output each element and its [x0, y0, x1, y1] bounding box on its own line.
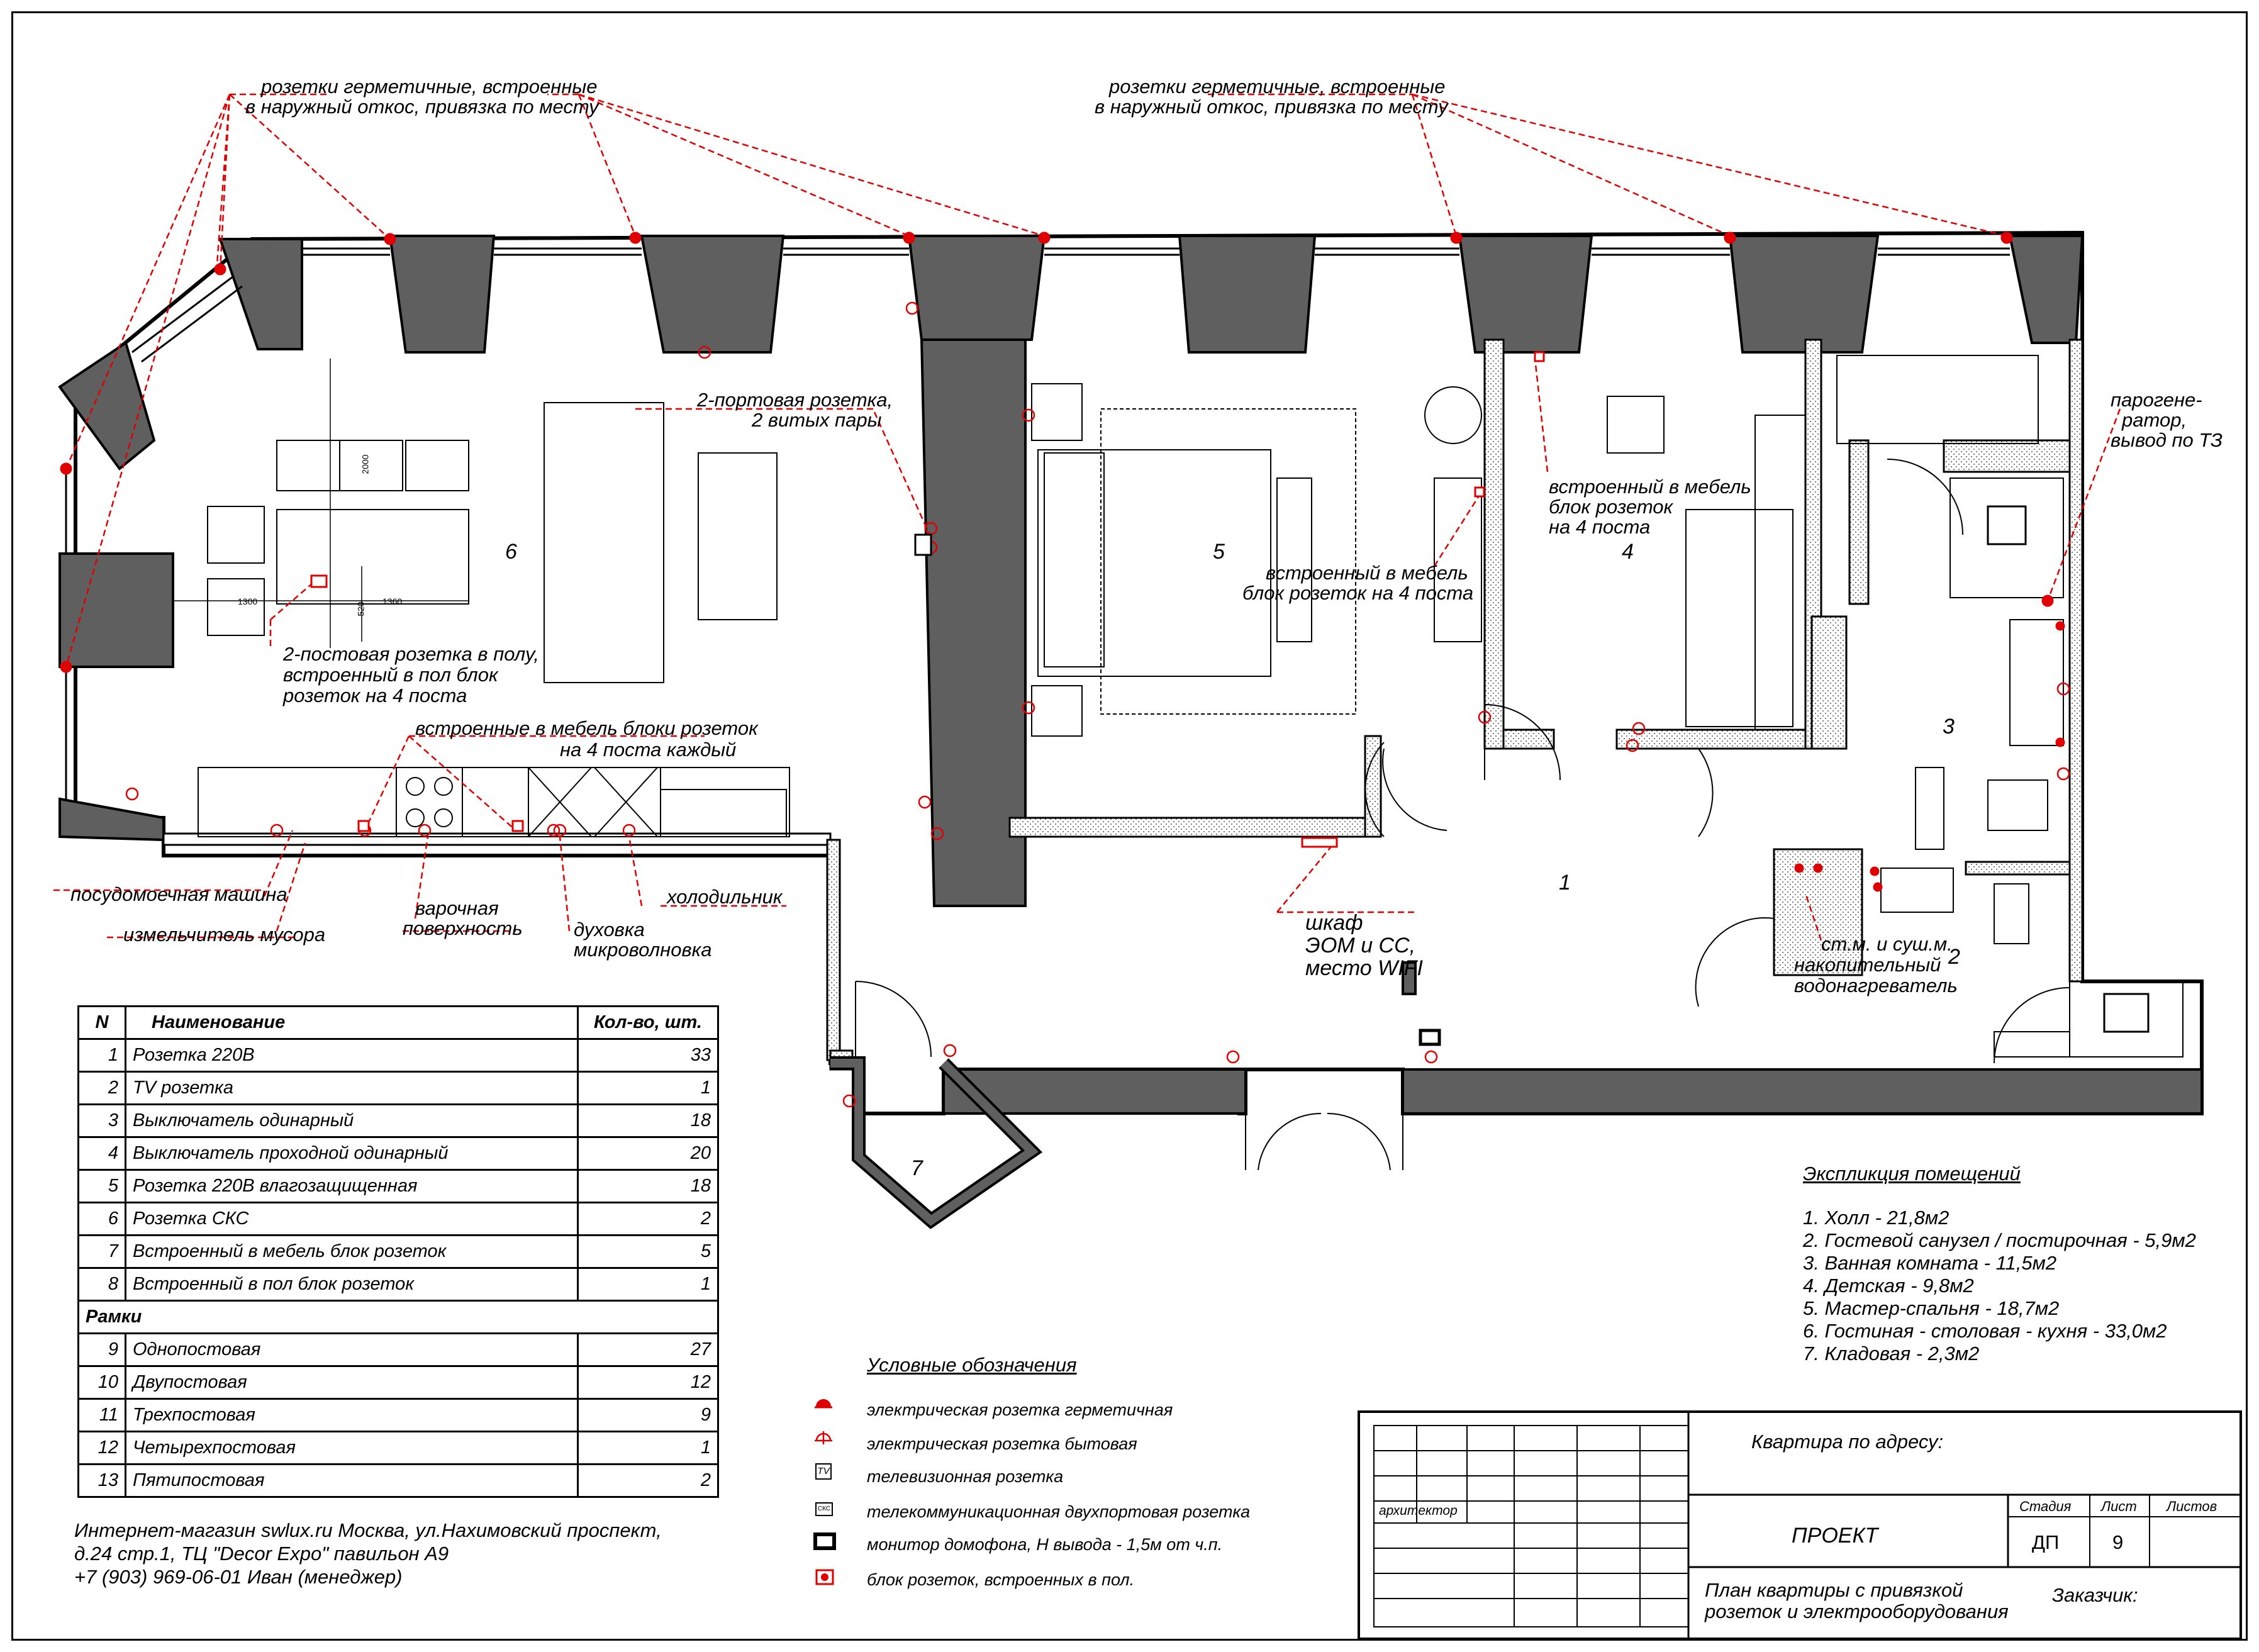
stamp-sheet-value: 9 [2112, 1531, 2124, 1553]
shop-line-1: Интернет-магазин swlux.ru Москва, ул.Нахимовский проспект, [74, 1519, 662, 1541]
row-qty: 5 [578, 1236, 718, 1268]
legend-label: электрическая розетка герметичная [867, 1400, 1173, 1419]
row-qty: 18 [578, 1105, 718, 1137]
callout-washer-2: накопительный [1794, 954, 1941, 976]
stamp-project: ПРОЕКТ [1792, 1524, 1878, 1548]
row-qty: 12 [578, 1366, 718, 1399]
row-number: 1 [79, 1039, 126, 1072]
shop-line-3: +7 (903) 969-06-01 Иван (менеджер) [74, 1566, 403, 1588]
room-number-4: 4 [1622, 540, 1634, 564]
callout-steam-2: ратор, [2122, 409, 2187, 431]
table-row [79, 1039, 718, 1072]
row-qty: 20 [578, 1137, 718, 1170]
callout-washer-3: водонагреватель [1794, 974, 1958, 996]
row-number: 11 [79, 1399, 126, 1432]
table-row [79, 1203, 718, 1236]
callout-cabinet-2: ЭОМ и СС, [1305, 934, 1416, 957]
row-number: 12 [79, 1432, 126, 1465]
row-number: 4 [79, 1137, 126, 1170]
callout-floor-3: розеток на 4 поста [283, 684, 467, 706]
network-socket [915, 535, 931, 555]
row-name: Розетка СКС [126, 1203, 578, 1236]
callout-hermetic-right-2: в наружный откос, привязка по месту [1095, 96, 1448, 118]
row-name: Четырехпостовая [126, 1432, 578, 1465]
callout-hob-1: варочная [415, 897, 499, 919]
row-name: Розетка 220В [126, 1039, 578, 1072]
row-name: Трехпостовая [126, 1399, 578, 1432]
stamp-client: Заказчик: [2052, 1584, 2138, 1606]
household-socket-icon [813, 1429, 834, 1446]
room-number-7: 7 [911, 1156, 923, 1180]
row-number: 7 [79, 1236, 126, 1268]
stamp-sheets-header: Листов [2167, 1499, 2217, 1514]
explication-item: 7. Кладовая - 2,3м2 [1803, 1342, 1980, 1365]
callout-oven-1: духовка [574, 918, 645, 940]
legend-label: телевизионная розетка [867, 1467, 1064, 1486]
stamp-architect: архитектор [1379, 1504, 1458, 1518]
row-qty: 1 [578, 1432, 718, 1465]
row-qty: 1 [578, 1268, 718, 1301]
row-name: Встроенный в пол блок розеток [126, 1268, 578, 1301]
stamp-stage-header: Стадия [2019, 1499, 2072, 1514]
spec-header-name: Наименование [126, 1007, 578, 1039]
callout-oven-2: микроволновка [574, 939, 712, 961]
callout-washer-1: ст.м. и суш.м. [1821, 933, 1953, 955]
row-qty: 18 [578, 1170, 718, 1203]
callout-two-port-2: 2 витых пары [752, 409, 882, 431]
table-row [79, 1268, 718, 1301]
callout-floor-1: 2-постовая розетка в полу, [283, 643, 539, 665]
row-name: Выключатель одинарный [126, 1105, 578, 1137]
room-number-6: 6 [505, 540, 517, 564]
row-name: Встроенный в мебель блок розеток [126, 1236, 578, 1268]
explication-item: 2. Гостевой санузел / постирочная - 5,9м2 [1803, 1229, 2196, 1251]
explication-item: 3. Ванная комната - 11,5м2 [1803, 1252, 2057, 1274]
legend-label: блок розеток, встроенных в пол. [867, 1570, 1135, 1589]
explication-item: 6. Гостиная - столовая - кухня - 33,0м2 [1803, 1320, 2167, 1342]
callout-hob-2: поверхность [403, 917, 523, 939]
explication-item: 4. Детская - 9,8м2 [1803, 1275, 1974, 1297]
callout-fridge: холодильник [667, 886, 783, 908]
table-row [79, 1334, 718, 1366]
table-row [79, 1105, 718, 1137]
row-number: 8 [79, 1268, 126, 1301]
tv-socket-icon: TV [815, 1463, 832, 1480]
row-number: 5 [79, 1170, 126, 1203]
table-row [79, 1366, 718, 1399]
hermetic-socket-icon [813, 1395, 834, 1410]
row-name: Розетка 220В влагозащищенная [126, 1170, 578, 1203]
stamp-sheet-header: Лист [2101, 1499, 2137, 1514]
dimension-1360: 1360 [382, 596, 403, 606]
stamp-address: Квартира по адресу: [1751, 1431, 1944, 1453]
legend-title: Условные обозначения [867, 1354, 1077, 1376]
callout-steam-1: парогене- [2111, 389, 2202, 411]
stamp-stage-value: ДП [2032, 1531, 2060, 1553]
spec-header-n: N [79, 1007, 126, 1039]
callout-hermetic-left-2: в наружный откос, привязка по месту [245, 96, 599, 118]
callout-disposer: измельчитель мусора [123, 924, 326, 946]
table-group-row [79, 1301, 718, 1334]
legend-label: монитор домофона, Н вывода - 1,5м от ч.п. [867, 1535, 1223, 1554]
callout-furn-blocks-1: встроенные в мебель блоки розеток [415, 717, 758, 739]
row-number: 9 [79, 1334, 126, 1366]
network-socket-icon: СКС [815, 1502, 833, 1516]
callout-furn-b-1: встроенный в мебель [1266, 562, 1468, 584]
spec-header-qty: Кол-во, шт. [578, 1007, 718, 1039]
row-qty: 27 [578, 1334, 718, 1366]
row-name: Однопостовая [126, 1334, 578, 1366]
callout-hermetic-left-1: розетки герметичные, встроенные [261, 75, 598, 98]
callout-furn-a-3: на 4 поста [1549, 516, 1651, 538]
intercom-monitor-icon [813, 1532, 836, 1550]
intercom-monitor [1420, 1030, 1439, 1044]
row-qty: 1 [578, 1072, 718, 1105]
group-frames-label: Рамки [79, 1301, 718, 1334]
floor-block-icon [815, 1569, 834, 1585]
table-row [79, 1465, 718, 1497]
stamp-title-1: План квартиры с привязкой [1705, 1579, 1963, 1601]
legend-label: телекоммуникационная двухпортовая розетка [867, 1502, 1251, 1521]
dimension-1300: 1300 [238, 596, 258, 606]
row-number: 3 [79, 1105, 126, 1137]
title-block [1358, 1410, 2242, 1640]
stamp-title-2: розеток и электрооборудования [1705, 1600, 2009, 1622]
callout-furn-blocks-2: на 4 поста каждый [560, 739, 737, 761]
callout-cabinet-1: шкаф [1305, 911, 1363, 935]
spec-table [77, 1005, 719, 1498]
row-name: TV розетка [126, 1072, 578, 1105]
row-number: 13 [79, 1465, 126, 1497]
row-name: Выключатель проходной одинарный [126, 1137, 578, 1170]
table-row [79, 1432, 718, 1465]
callout-dishwasher: посудомоечная машина [70, 883, 287, 905]
row-qty: 2 [578, 1465, 718, 1497]
row-number: 10 [79, 1366, 126, 1399]
table-row [79, 1170, 718, 1203]
table-row [79, 1236, 718, 1268]
legend-label: электрическая розетка бытовая [867, 1434, 1137, 1453]
room-number-1: 1 [1559, 871, 1571, 895]
callout-cabinet-3: место WIFI [1305, 956, 1423, 980]
dimension-2000: 2000 [360, 454, 371, 474]
callout-hermetic-right-1: розетки герметичные, встроенные [1109, 75, 1446, 98]
room-number-3: 3 [1943, 715, 1955, 739]
spec-header-row [79, 1007, 718, 1039]
explication-item: 1. Холл - 21,8м2 [1803, 1207, 1949, 1229]
row-name: Пятипостовая [126, 1465, 578, 1497]
shop-line-2: д.24 стр.1, ТЦ "Decor Expo" павильон А9 [74, 1543, 449, 1565]
row-qty: 2 [578, 1203, 718, 1236]
explication-title: Экспликция помещений [1803, 1163, 2021, 1185]
callout-furn-b-2: блок розеток на 4 поста [1242, 582, 1474, 604]
row-name: Двупостовая [126, 1366, 578, 1399]
room-number-5: 5 [1213, 540, 1225, 564]
table-row [79, 1137, 718, 1170]
dimension-520: 520 [355, 601, 366, 617]
row-number: 2 [79, 1072, 126, 1105]
callout-furn-a-2: блок розеток [1549, 496, 1673, 518]
explication-item: 5. Мастер-спальня - 18,7м2 [1803, 1297, 2060, 1319]
row-qty: 33 [578, 1039, 718, 1072]
callout-steam-3: вывод по ТЗ [2111, 429, 2223, 451]
row-number: 6 [79, 1203, 126, 1236]
callout-two-port-1: 2-портовая розетка, [697, 389, 893, 411]
row-qty: 9 [578, 1399, 718, 1432]
table-row [79, 1072, 718, 1105]
room-number-2: 2 [1948, 945, 1960, 969]
table-row [79, 1399, 718, 1432]
callout-floor-2: встроенный в пол блок [283, 664, 498, 686]
callout-furn-a-1: встроенный в мебель [1549, 476, 1751, 498]
